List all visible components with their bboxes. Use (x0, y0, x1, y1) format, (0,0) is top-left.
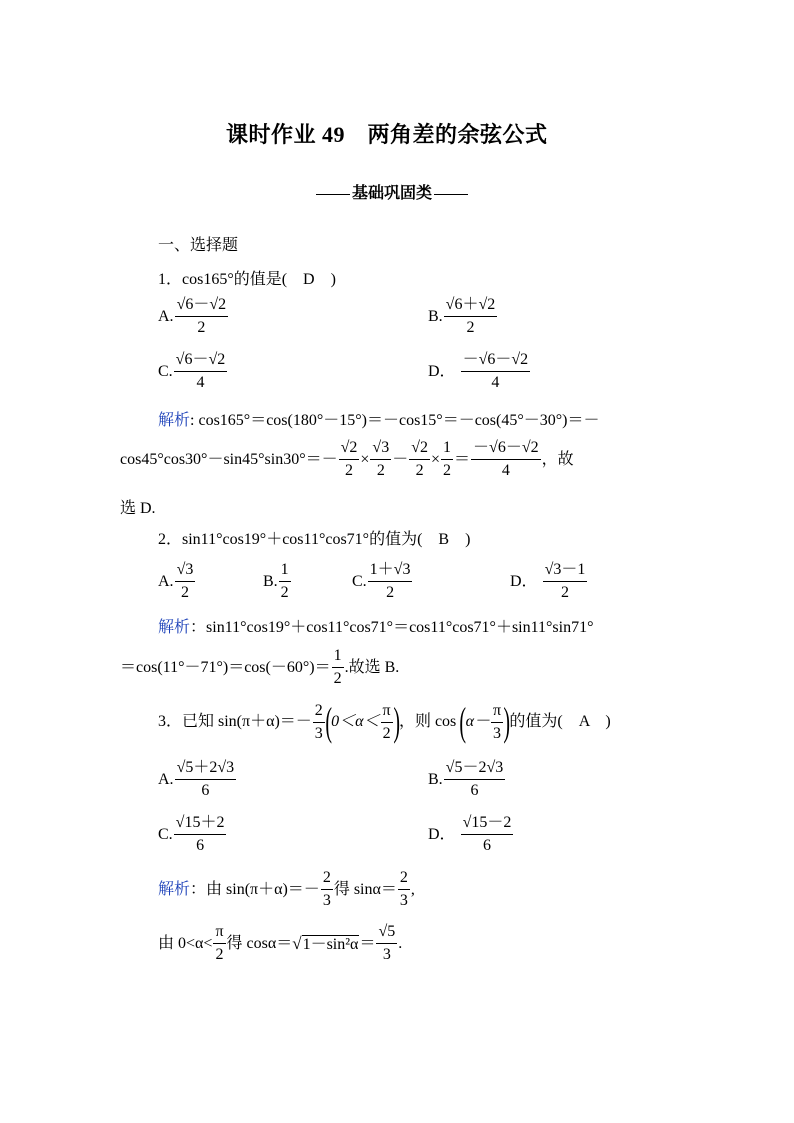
q3-sqrt-expression: √1－sin²α (292, 933, 359, 953)
section-rule-right (434, 194, 468, 195)
q2-option-b: B. $\frac{1}{2}$ (263, 561, 289, 601)
section-rule-left (316, 194, 350, 195)
q3-option-c: C. $\frac{√15+2}{6}$ (158, 814, 225, 854)
q1-analysis-line3: 选 D. (120, 500, 156, 517)
q1-option-c: C. $\frac{√6-√2}{4}$ (158, 351, 226, 391)
section-header (314, 186, 470, 202)
q2-option-c: C. $\frac{1+√3}{2}$ (352, 561, 411, 601)
q2-option-a: A. $\frac{√3}{2}$ (158, 561, 194, 601)
q1-stem: 1．cos165°的值是( D ) (158, 271, 336, 288)
q1-result-fraction: $\frac{-√6-√2}{4}$ (473, 439, 539, 479)
q1-option-d: D． $\frac{-√6-√2}{4}$ (428, 351, 529, 391)
q3-analysis-label: 解析 (158, 880, 191, 898)
q2-analysis-label: 解析 (158, 619, 191, 636)
q2-analysis-line1: 解析：sin11°cos19°＋cos11°cos71°＝cos11°cos71°＋sin11°sin71° (158, 619, 594, 636)
q1-a-fraction: $\frac{√6-√2}{2}$ (176, 296, 227, 336)
q1-analysis-line2: cos45°cos30°－sin45°sin30°＝－ $\frac{√2}{2}$ × $\frac{√3}{2}$ － $\frac{√2}{2}$ × $\frac{1}{2}$ ＝ $\frac{-√6-√2}{4}$ ，故 (120, 439, 574, 479)
q1-c-fraction: $\frac{√6-√2}{4}$ (175, 351, 226, 391)
q2-option-d: D． $\frac{√3-1}{2}$ (510, 561, 586, 601)
q1-b-fraction: $\frac{√6+√2}{2}$ (445, 296, 496, 336)
q2-analysis-line2: ＝cos(11°－71°)＝cos(－60°)＝ $\frac{1}{2}$ .故选 B. (120, 647, 400, 687)
q3-analysis-line1: 解析：由 sin(π＋α)＝－ $\frac{2}{3}$ 得 sinα＝ $\frac{2}{3}$ , (158, 869, 415, 909)
q1-d-fraction: $\frac{-√6-√2}{4}$ (462, 351, 529, 391)
q1-analysis-line1: 解析: cos165°＝cos(180°－15°)＝－cos15°＝－cos(45°－30°)＝－ (158, 412, 600, 429)
q1-option-b: B. $\frac{√6+√2}{2}$ (428, 296, 496, 336)
q2-stem: 2．sin11°cos19°＋cos11°cos71°的值为( B ) (158, 531, 471, 548)
q3-option-b: B. $\frac{√5-2√3}{6}$ (428, 759, 504, 799)
part-heading: 一、选择题 (158, 237, 239, 254)
q1-option-a: A. $\frac{√6-√2}{2}$ (158, 296, 227, 336)
section-label: 基础巩固类 (352, 185, 433, 202)
q3-option-d: D． $\frac{√15-2}{6}$ (428, 814, 512, 854)
q3-stem: 3．已知 sin(π＋α)＝－ $\frac{2}{3}$ (0＜α＜ $\frac{\pi}{2}$ )，则 cos (α－ $\frac{\pi}{3}$ )的值为( A ) (158, 699, 611, 744)
q3-option-a: A. $\frac{√5+2√3}{6}$ (158, 759, 235, 799)
q3-analysis-line2: 由 0<α< $\frac{\pi}{2}$ 得 cosα＝√1－sin²α＝ $\frac{√5}{3}$ . (158, 923, 403, 963)
page-title: 课时作业 49 两角差的余弦公式 (226, 122, 548, 147)
q1-analysis-label: 解析 (158, 412, 191, 429)
